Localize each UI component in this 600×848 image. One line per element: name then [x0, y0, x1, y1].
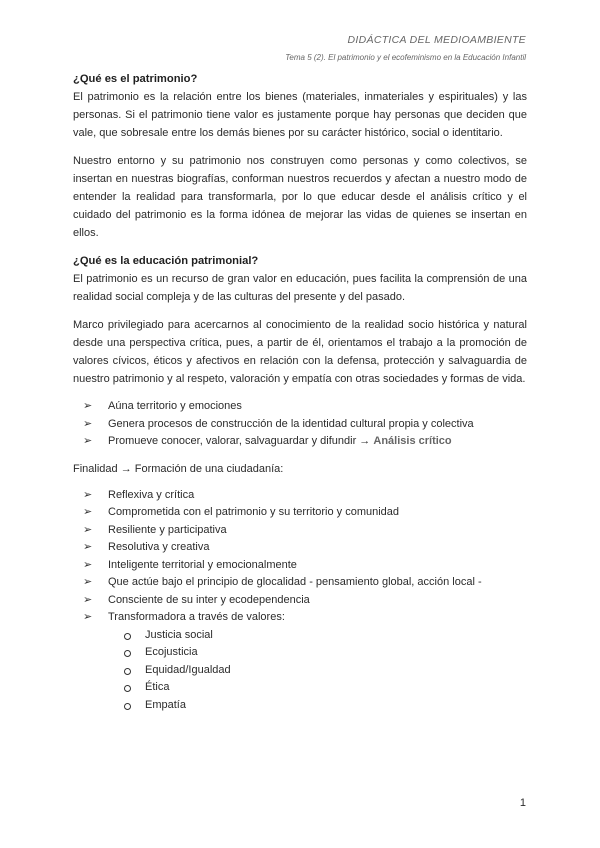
section-heading-patrimonio: ¿Qué es el patrimonio? — [73, 73, 198, 85]
list-item: ➢ Aúna territorio y emociones — [83, 398, 527, 416]
arrow-bullet-icon: ➢ — [83, 558, 93, 571]
circle-bullet-icon — [124, 633, 131, 640]
list-item: ➢ Genera procesos de construcción de la identidad cultural propia y colectiva — [83, 416, 527, 434]
page-number: 1 — [519, 797, 526, 809]
list-item: Justicia social — [118, 627, 527, 645]
page-header — [285, 34, 526, 62]
arrow-bullet-icon: ➢ — [83, 593, 93, 606]
values-list — [73, 627, 527, 715]
list-item: ➢ Transformadora a través de valores: Justicia social Ecojusticia Equidad/Igualdad Ética Empatía — [83, 609, 527, 714]
arrow-bullet-icon: ➢ — [83, 488, 93, 501]
circle-bullet-icon — [124, 668, 131, 675]
arrow-bullet-icon: ➢ — [83, 611, 93, 623]
arrow-bullet-icon: ➢ — [83, 541, 93, 553]
list-item: Ética — [118, 679, 527, 697]
list-item: ➢ Inteligente territorial y emocionalmente — [83, 557, 527, 575]
document-body — [73, 70, 527, 714]
arrow-bullet-icon: ➢ — [83, 400, 93, 412]
topic-subtitle: Tema 5 (2). El patrimonio y el ecofeminismo en la Educación Infantil — [285, 53, 526, 62]
emphasis-text: Análisis crítico — [373, 435, 452, 447]
list-item: Equidad/Igualdad — [118, 662, 527, 680]
list-item: ➢ Promueve conocer, valorar, salvaguardar y difundir → Análisis crítico — [83, 433, 527, 451]
paragraph: El patrimonio es la relación entre los bienes (materiales, inmateriales y espirituales) y las personas. Si el patrimonio tiene valor es justamente porque hay personas que deciden que vale, que sobresale entre los demás bienes por su carácter histórico, social o identitario. — [73, 91, 527, 139]
circle-bullet-icon — [124, 685, 131, 692]
list-item: ➢ Reflexiva y crítica — [83, 487, 527, 505]
circle-bullet-icon — [124, 703, 131, 710]
list-item: ➢ Resiliente y participativa — [83, 522, 527, 540]
list-item: ➢ Comprometida con el patrimonio y su territorio y comunidad — [83, 504, 527, 522]
arrow-bullet-icon: ➢ — [83, 506, 93, 518]
list-item: ➢ Consciente de su inter y ecodependencia — [83, 592, 527, 610]
arrow-bullet-icon: ➢ — [83, 435, 93, 447]
list-item: ➢ Que actúe bajo el principio de glocalidad - pensamiento global, acción local - — [83, 574, 527, 592]
arrow-bullet-icon: ➢ — [83, 417, 93, 430]
list-item: Ecojusticia — [118, 644, 527, 662]
arrow-bullet-icon: ➢ — [83, 576, 93, 588]
section-heading-educacion-patrimonial: ¿Qué es la educación patrimonial? — [73, 255, 259, 267]
list-item: Empatía — [118, 697, 527, 715]
list-item: ➢ Resolutiva y creativa — [83, 539, 527, 557]
circle-bullet-icon — [124, 650, 131, 657]
finalidad-intro: Finalidad → Formación de una ciudadanía: — [73, 462, 284, 475]
paragraph: Marco privilegiado para acercarnos al conocimiento de la realidad socio histórica y natural desde una perspectiva crítica, pues, a partir de él, orientamos el trabajo a la promoción de valores cívicos, éticos y afectivos en relación con la defensa, protección y salvaguardia de nuestro patrimonio y al respeto, valoración y empatía con otras sociedades y formas de vida. — [73, 319, 527, 385]
arrow-bullet-icon: ➢ — [83, 523, 93, 536]
course-title: DIDÁCTICA DEL MEDIOAMBIENTE — [347, 34, 526, 46]
paragraph: Nuestro entorno y su patrimonio nos construyen como personas y como colectivos, se insertan en nuestras biografías, conforman nuestros recuerdos y afectan a nuestro modo de entender la realidad para transformarla, por lo que educar desde el análisis crítico y el cuidado del patrimonio es la forma idónea de mejorar las vidas de quienes se insertan en ellos. — [73, 155, 527, 239]
finalidad-list — [73, 487, 527, 715]
characteristics-list — [73, 398, 527, 451]
paragraph: El patrimonio es un recurso de gran valor en educación, pues facilita la comprensión de una realidad social compleja y de las culturas del presente y del pasado. — [73, 273, 527, 303]
